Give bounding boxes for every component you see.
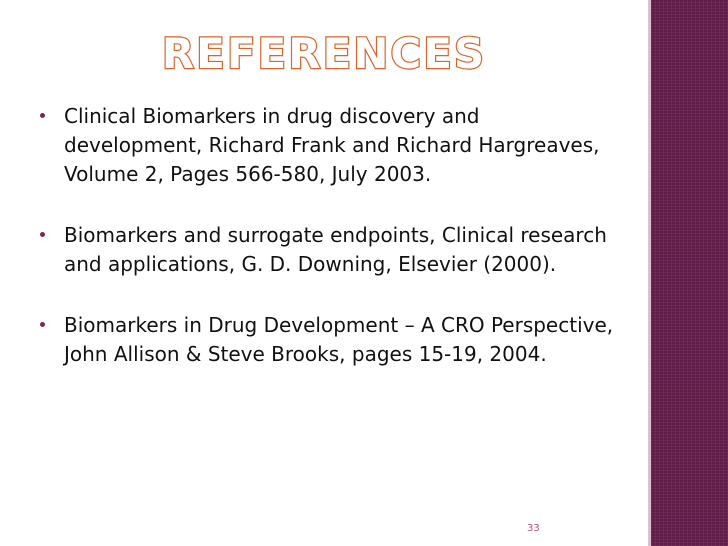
reference-item — [32, 102, 617, 189]
slide-title — [0, 24, 648, 84]
reference-list — [32, 102, 617, 401]
reference-text: Clinical Biomarkers in drug discovery and development, Richard Frank and Richard Hargreaves, Volume 2, Pages 566-580, July 2003. — [64, 104, 600, 186]
page-number: 33 — [527, 523, 540, 534]
bullet-icon — [40, 232, 45, 237]
decorative-side-panel — [651, 0, 728, 546]
reference-text: Biomarkers and surrogate endpoints, Clinical research and applications, G. D. Downing, Elsevier (2000). — [64, 223, 607, 276]
reference-item — [32, 221, 617, 279]
bullet-icon — [40, 322, 45, 327]
slide-title-graphic — [0, 24, 648, 84]
reference-text: Biomarkers in Drug Development – A CRO Perspective, John Allison & Steve Brooks, pages 15-19, 2004. — [64, 313, 614, 366]
reference-item — [32, 311, 617, 369]
slide-title-text: REFERENCES — [161, 29, 487, 78]
bullet-icon — [40, 113, 45, 118]
